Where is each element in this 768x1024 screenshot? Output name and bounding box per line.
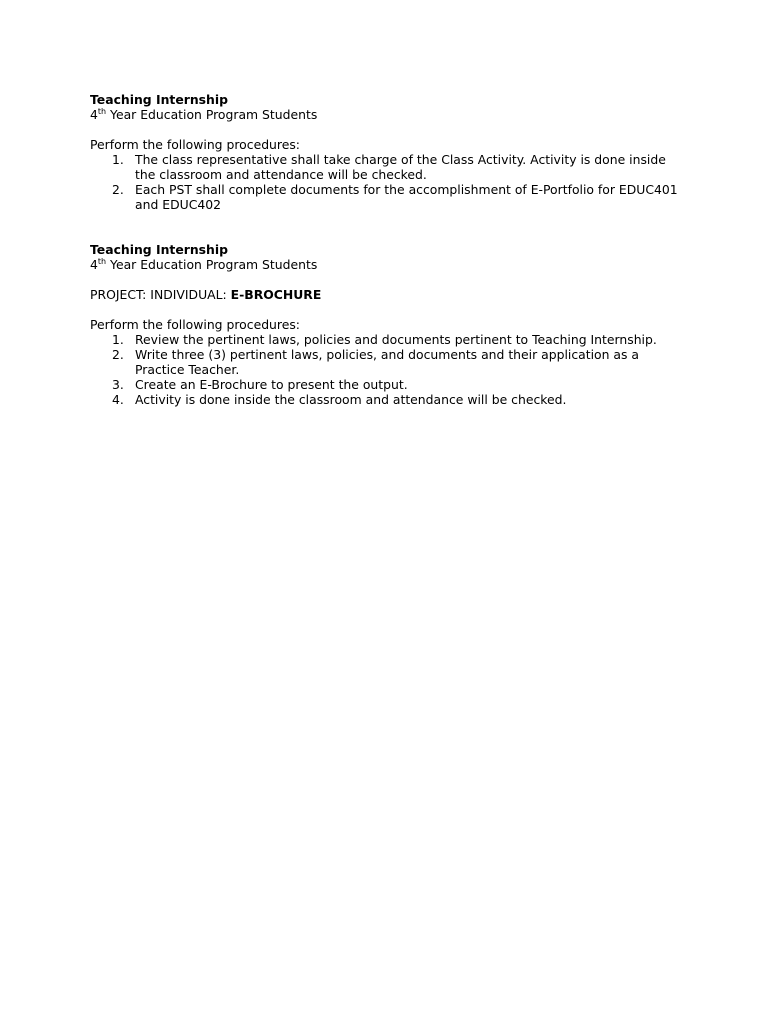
document-page: [90, 92, 690, 407]
section-2: [90, 242, 690, 407]
list-text: Activity is done inside the classroom and attendance will be checked.: [135, 392, 567, 407]
list-item: [90, 332, 690, 347]
list-number: 2.: [112, 182, 124, 197]
list-number: 4.: [112, 392, 124, 407]
list-item: [90, 182, 690, 212]
section-title: Teaching Internship: [90, 92, 228, 107]
list-item: [90, 392, 690, 407]
list-item: [90, 347, 690, 377]
program-text: Year Education Program Students: [106, 257, 318, 272]
program-line: [90, 257, 690, 272]
procedures-intro: Perform the following procedures:: [90, 317, 300, 332]
list-text: Create an E-Brochure to present the output.: [135, 377, 408, 392]
list-number: 1.: [112, 332, 124, 347]
year-suffix: th: [97, 256, 107, 266]
list-item: [90, 377, 690, 392]
list-number: 3.: [112, 377, 124, 392]
list-text: Write three (3) pertinent laws, policies, and documents and their application as a Practice Teacher.: [135, 347, 639, 377]
list-item: [90, 152, 690, 182]
project-label: PROJECT: INDIVIDUAL:: [90, 287, 231, 302]
list-text: Each PST shall complete documents for the accomplishment of E-Portfolio for EDUC401 and EDUC402: [135, 182, 678, 212]
list-text: Review the pertinent laws, policies and documents pertinent to Teaching Internship.: [135, 332, 657, 347]
program-line: [90, 107, 690, 122]
project-value: E-BROCHURE: [230, 287, 322, 302]
project-line: [90, 287, 690, 302]
year-number: 4: [90, 107, 98, 122]
section-title: Teaching Internship: [90, 242, 228, 257]
procedures-intro: Perform the following procedures:: [90, 137, 300, 152]
procedure-list: [90, 332, 690, 407]
section-1: [90, 92, 690, 212]
year-number: 4: [90, 257, 98, 272]
program-text: Year Education Program Students: [106, 107, 318, 122]
procedure-list: [90, 152, 690, 212]
list-number: 2.: [112, 347, 124, 362]
list-text: The class representative shall take charge of the Class Activity. Activity is done inside the classroom and attendance will be checked.: [135, 152, 666, 182]
list-number: 1.: [112, 152, 124, 167]
year-suffix: th: [97, 106, 107, 116]
